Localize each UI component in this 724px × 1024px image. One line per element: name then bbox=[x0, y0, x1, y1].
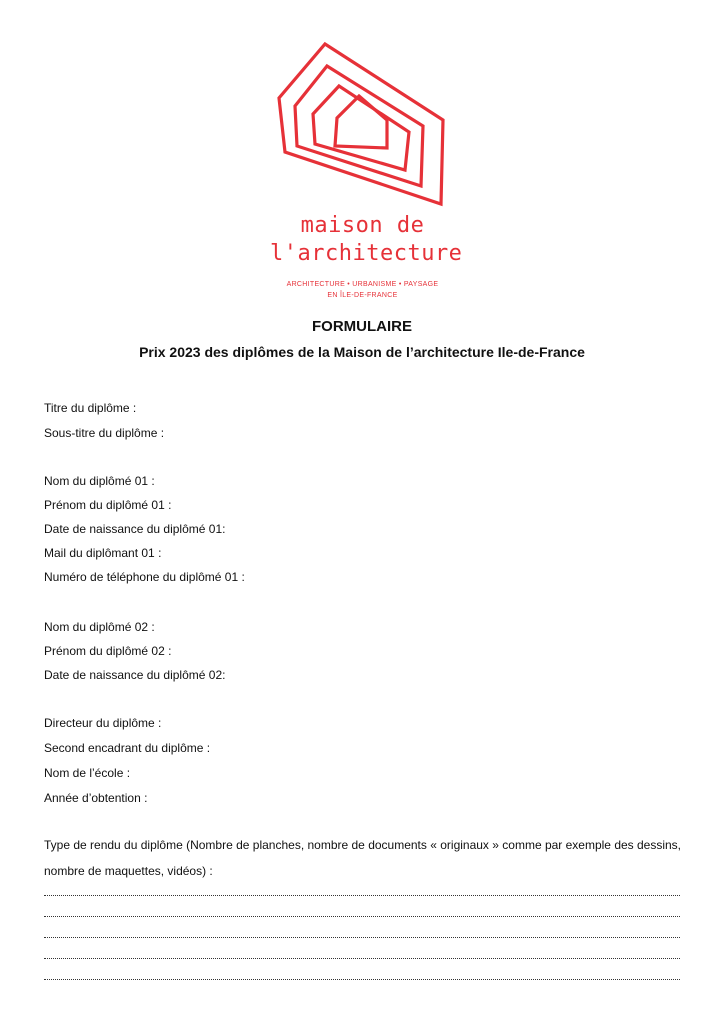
field-label-diploma-subtitle: Sous-titre du diplôme : bbox=[44, 426, 165, 440]
field-label-second-supervisor: Second encadrant du diplôme : bbox=[44, 741, 211, 755]
logo-tagline-line1: ARCHITECTURE • URBANISME • PAYSAGE bbox=[286, 281, 439, 288]
field-label-graduate1-lastname: Nom du diplômé 01 : bbox=[44, 474, 155, 488]
logo-tagline-line2: EN ÎLE-DE-FRANCE bbox=[327, 292, 398, 299]
field-label-diploma-title: Titre du diplôme : bbox=[44, 401, 137, 415]
field-label-director: Directeur du diplôme : bbox=[44, 716, 162, 730]
field-label-graduate1-email: Mail du diplômant 01 : bbox=[44, 546, 162, 560]
field-label-graduate1-phone: Numéro de téléphone du diplômé 01 : bbox=[44, 570, 245, 584]
answer-line[interactable] bbox=[44, 895, 680, 896]
field-label-graduate1-firstname: Prénom du diplômé 01 : bbox=[44, 498, 172, 512]
logo-name-line1: maison de bbox=[300, 213, 425, 238]
field-label-graduate1-birthdate: Date de naissance du diplômé 01: bbox=[44, 522, 226, 536]
maison-architecture-logo bbox=[270, 40, 463, 302]
field-label-graduate2-firstname: Prénom du diplômé 02 : bbox=[44, 644, 172, 658]
answer-line[interactable] bbox=[44, 916, 680, 917]
answer-line[interactable] bbox=[44, 958, 680, 959]
field-label-graduate2-birthdate: Date de naissance du diplômé 02: bbox=[44, 668, 226, 682]
nested-house-outline-icon bbox=[275, 40, 450, 210]
page-subtitle: Prix 2023 des diplômes de la Maison de l’architecture Ile-de-France bbox=[139, 344, 585, 360]
field-label-school: Nom de l’école : bbox=[44, 766, 131, 780]
field-label-graduation-year: Année d’obtention : bbox=[44, 791, 148, 805]
page-title: FORMULAIRE bbox=[312, 318, 412, 335]
field-label-graduate2-lastname: Nom du diplômé 02 : bbox=[44, 620, 155, 634]
field-label-deliverables: Type de rendu du diplôme (Nombre de planches, nombre de documents « originaux » comme par exemple des dessins, nombre de maquettes, vidéos) : bbox=[44, 838, 682, 878]
answer-line[interactable] bbox=[44, 937, 680, 938]
answer-line[interactable] bbox=[44, 979, 680, 980]
logo-name-line2: l'architecture bbox=[270, 241, 463, 266]
